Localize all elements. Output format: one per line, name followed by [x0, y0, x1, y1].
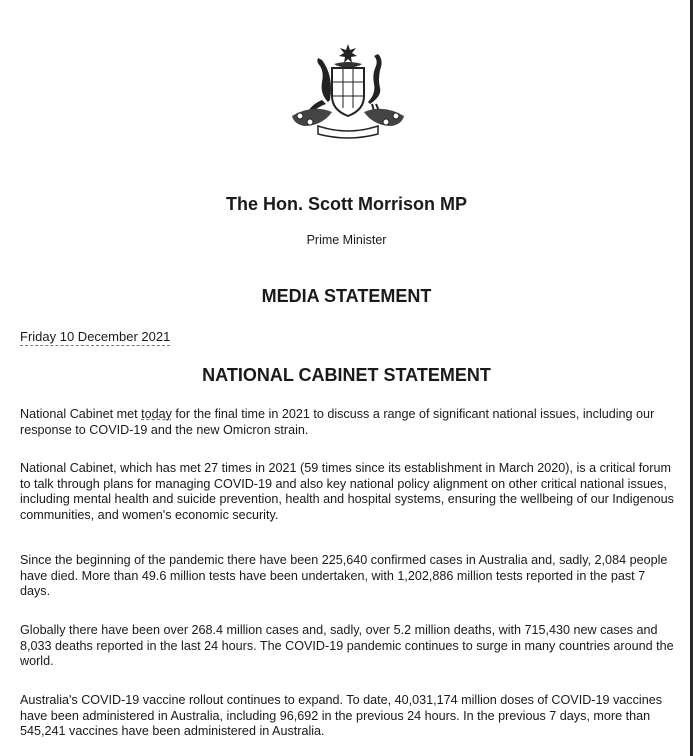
paragraph-5: Australia's COVID-19 vaccine rollout continues to expand. To date, 40,031,174 million doses of COVID-19 vaccines have been administered in Australia, including 96,692 in the previous 24 hours. In the previous 7 days, more than 545,241 vaccines have been administered in Australia. [20, 693, 662, 739]
australian-coat-of-arms-icon [282, 42, 414, 142]
minister-name: The Hon. Scott Morrison MP [226, 194, 467, 214]
statement-date: Friday 10 December 2021 [20, 329, 171, 344]
statement-title: NATIONAL CABINET STATEMENT [202, 365, 491, 385]
paragraph-4: Globally there have been over 268.4 million cases and, sadly, over 5.2 million deaths, with 715,430 new cases and 8,033 deaths reported in the last 24 hours. The COVID-19 pandemic continues to surge in many countries around the world. [20, 623, 674, 669]
statement-type-heading: MEDIA STATEMENT [261, 286, 432, 306]
minister-role: Prime Minister [306, 233, 387, 247]
today-link-text: today [141, 407, 172, 421]
paragraph-3: Since the beginning of the pandemic there have been 225,640 confirmed cases in Australia and, sadly, 2,084 people have died. More than 49.6 million tests have been undertaken, with 1,202,886 million tests reported in the past 7 days. [20, 553, 668, 599]
paragraph-1: National Cabinet met today for the final time in 2021 to discuss a range of significant national issues, including our response to COVID-19 and the new Omicron strain. [20, 407, 655, 437]
paragraph-2: National Cabinet, which has met 27 times in 2021 (59 times since its establishment in March 2020), is a critical forum to talk through plans for managing COVID-19 and also key national policy alignment on other critical national issues, including mental health and suicide prevention, health and hospital systems, ensuring the wellbeing of our Indigenous communities, and women's economic security. [20, 461, 674, 522]
